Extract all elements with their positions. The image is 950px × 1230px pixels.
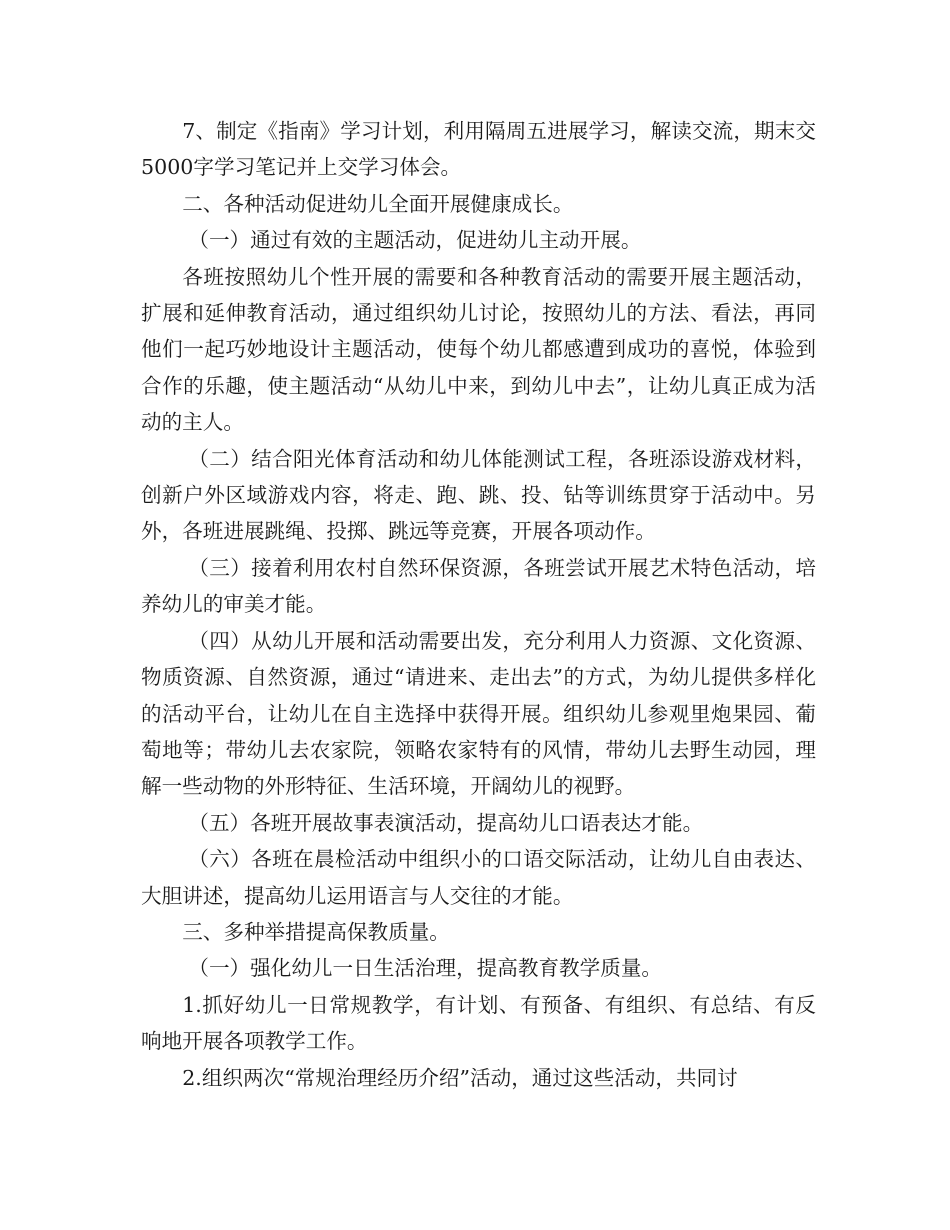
section-heading-quality: 三、多种举措提高保教质量。 [182,919,450,944]
paragraph-daily-routine: 1.抓好幼儿一日常规教学，有计划、有预备、有组织、有总结、有反响地开展各项教学工作。 [141,992,816,1054]
section-heading-activities: 二、各种活动促进幼儿全面开展健康成长。 [182,191,574,216]
document-page [141,113,816,1096]
subsection-heading-daily-management: （一）强化幼儿一日生活治理，提高教育教学质量。 [188,956,663,981]
paragraph-resources: （四）从幼儿开展和活动需要出发，充分利用人力资源、文化资源、物质资源、自然资源，通过“请进来、走出去”的方式，为幼儿提供多样化的活动平台，让幼儿在自主选择中获得开展。组织幼儿参观里炮果园、葡萄地等；带幼儿去农家院，领略农家特有的风情，带幼儿去野生动园，理解一些动物的外形特征、生活环境，开阔幼儿的视野。 [141,628,816,799]
paragraph-study-plan: 7、制定《指南》学习计划，利用隔周五进展学习，解读交流，期末交5000字学习笔记并上交学习体会。 [141,119,816,180]
paragraph-theme-activities: 各班按照幼儿个性开展的需要和各种教育活动的需要开展主题活动，扩展和延伸教育活动，通过组织幼儿讨论，按照幼儿的方法、看法，再同他们一起巧妙地设计主题活动，使每个幼儿都感遭到成功的喜悦，体验到合作的乐趣，使主题活动“从幼儿中来，到幼儿中去”，让幼儿真正成为活动的主人。 [141,264,816,435]
paragraph-oral-communication: （六）各班在晨检活动中组织小的口语交际活动，让幼儿自由表达、大胆讲述，提高幼儿运用语言与人交往的才能。 [141,847,816,908]
paragraph-art-activities: （三）接着利用农村自然环保资源，各班尝试开展艺术特色活动，培养幼儿的审美才能。 [141,555,816,617]
subsection-heading-theme-activities: （一）通过有效的主题活动，促进幼儿主动开展。 [188,228,642,253]
paragraph-story-performance: （五）各班开展故事表演活动，提高幼儿口语表达才能。 [188,810,704,835]
paragraph-sunshine-sports: （二）结合阳光体育活动和幼儿体能测试工程，各班添设游戏材料，创新户外区域游戏内容，将走、跑、跳、投、钻等训练贯穿于活动中。另外，各班进展跳绳、投掷、跳远等竞赛，开展各项动作。 [141,446,816,544]
paragraph-experience-sharing: 2.组织两次“常规治理经历介绍”活动，通过这些活动，共同讨 [182,1065,738,1090]
